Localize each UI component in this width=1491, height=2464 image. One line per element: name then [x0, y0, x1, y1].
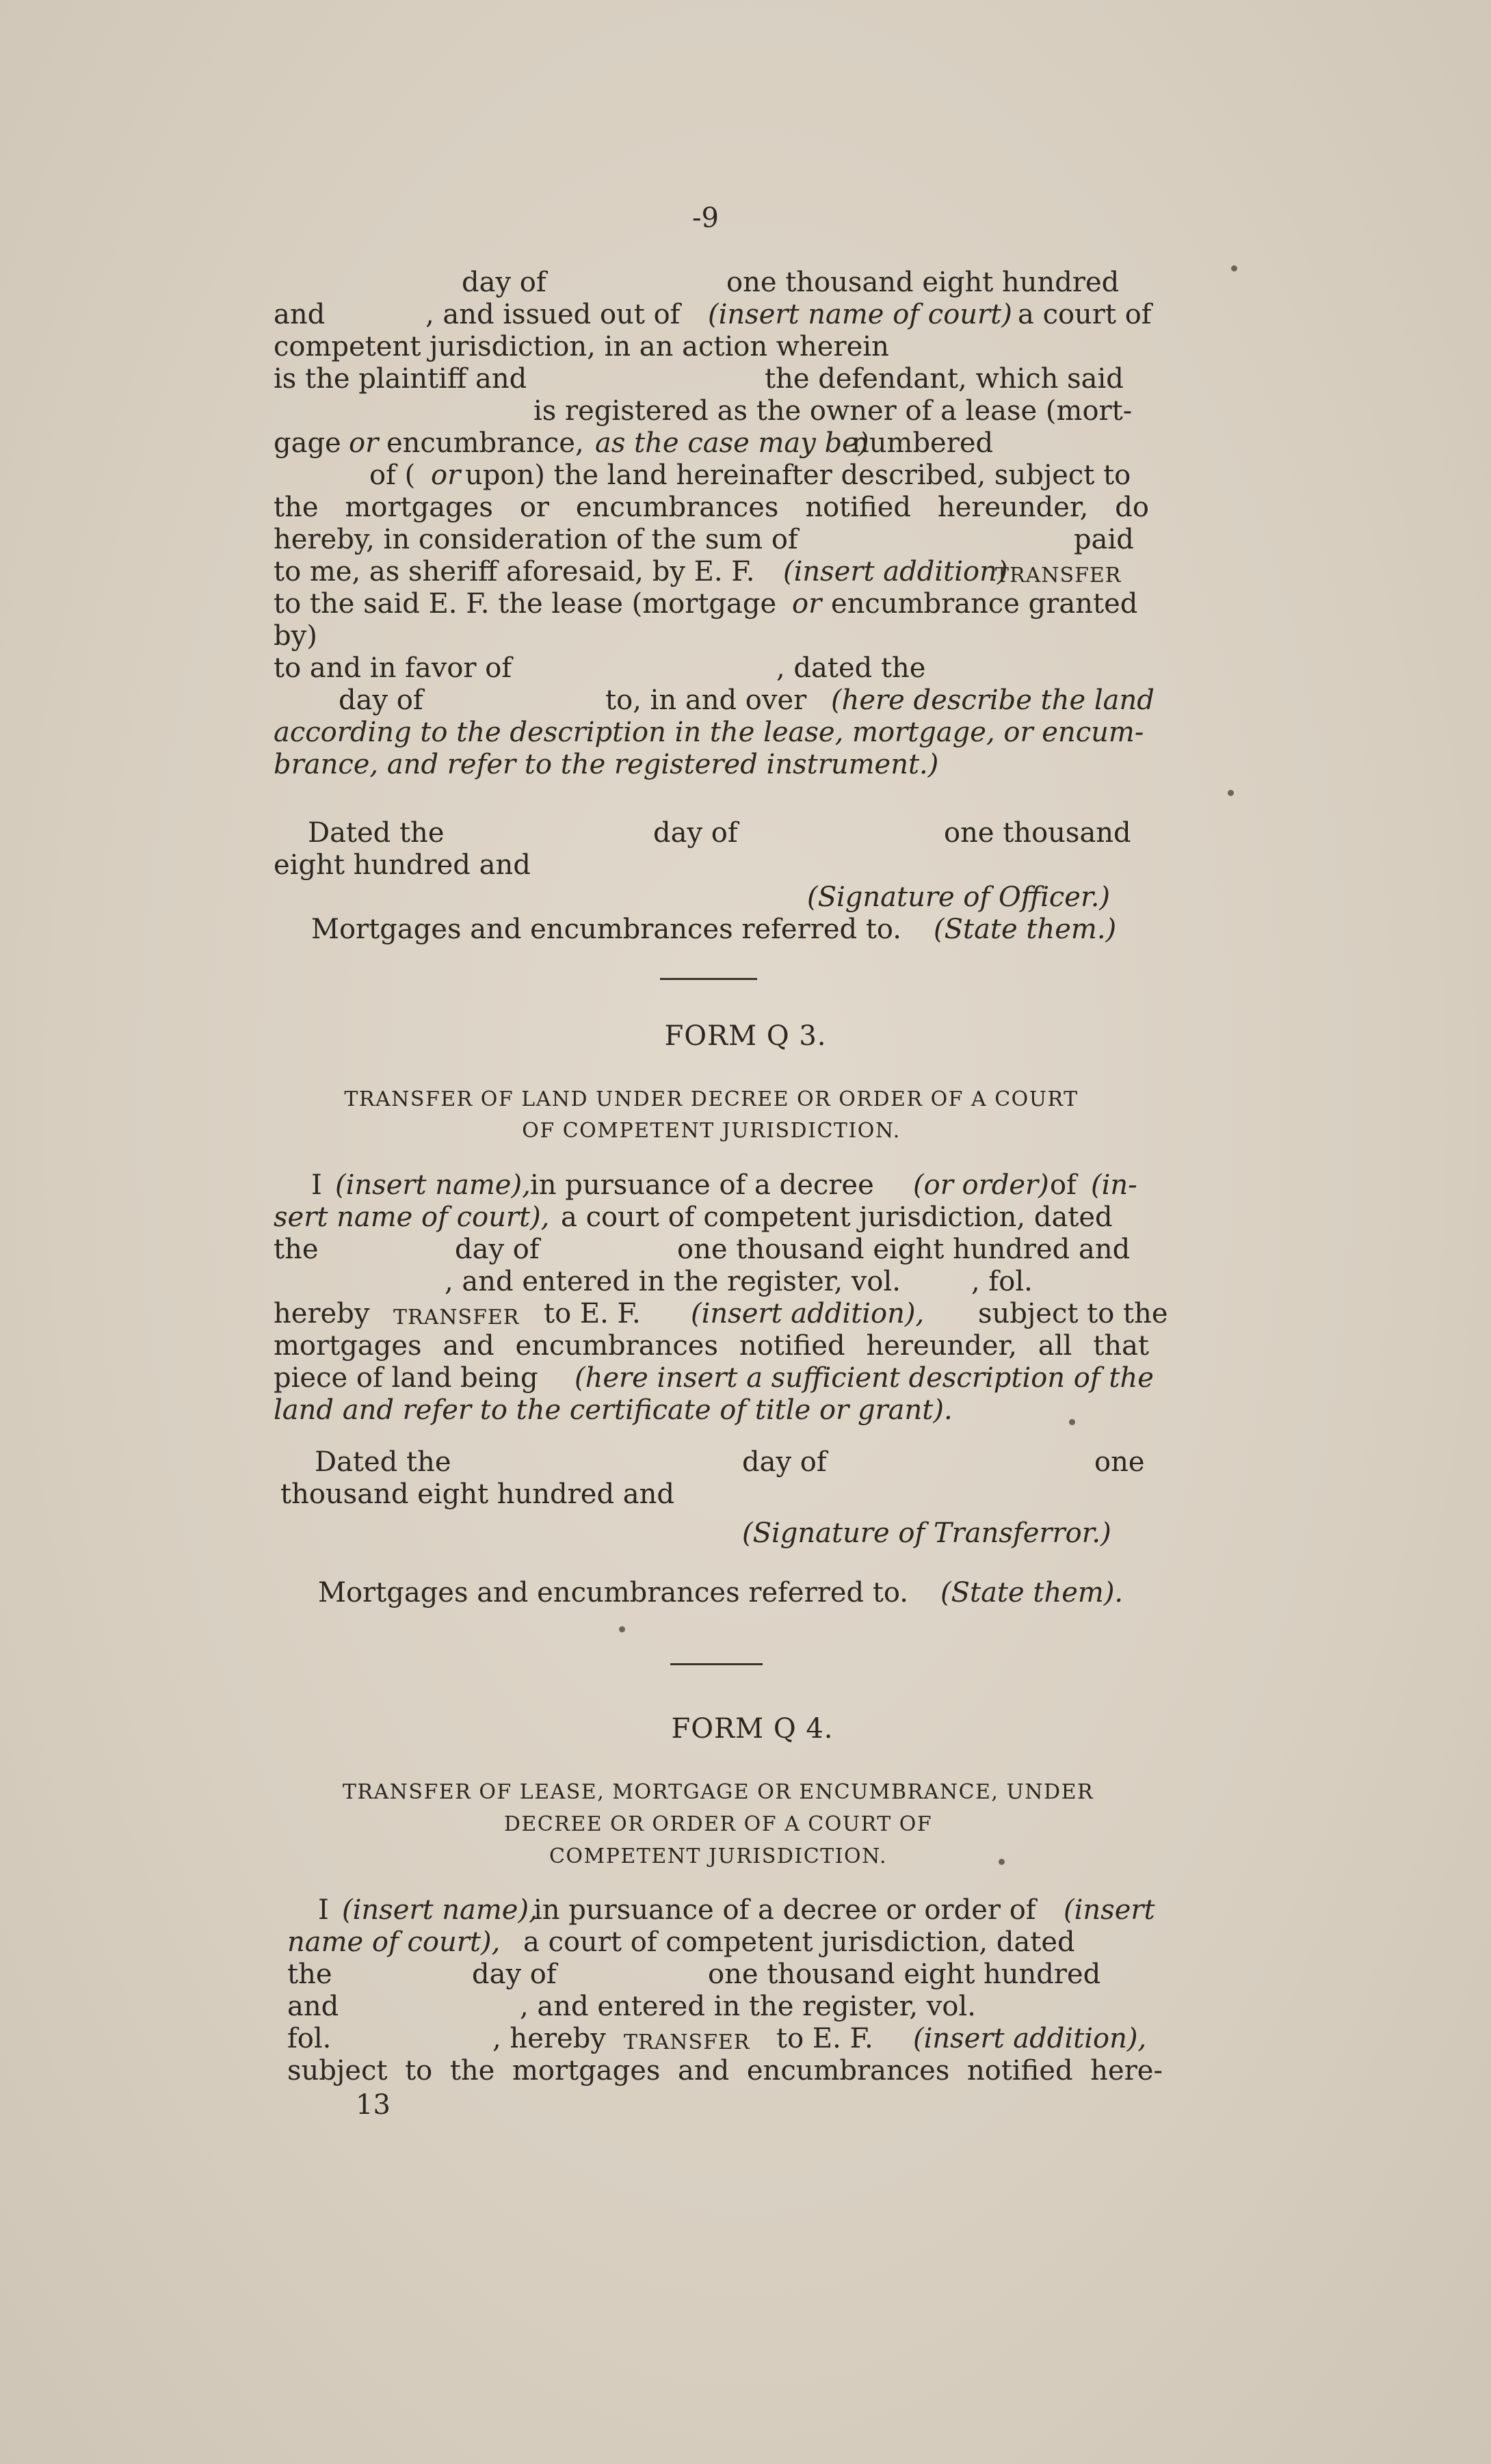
text-line: thousand eight hundred and — [280, 1479, 674, 1510]
paper-speck — [1069, 1419, 1075, 1425]
transfer-by-sheriff-text — [274, 267, 1154, 781]
text-line: Dated the day of one — [315, 1446, 1145, 1478]
text-line: land and refer to the certificate of title or grant). — [274, 1394, 953, 1426]
text-line: the mortgages or encumbrances notified hereunder, do — [274, 492, 1149, 523]
text-line: subject to the mortgages and encumbrances notified here- — [287, 2055, 1163, 2087]
paper-speck — [1231, 265, 1237, 271]
text-line: , and entered in the register, vol. , fol. — [445, 1266, 1033, 1297]
text-line: and , and issued out of (insert name of court) a court of — [274, 299, 1152, 330]
dated-clause-officer — [274, 817, 1149, 946]
text-line — [274, 882, 1149, 914]
form-q4-heading-line-3: COMPETENT JURISDICTION. — [549, 1844, 888, 1868]
text-line: to the said E. F. the lease (mortgage or encumbrance granted — [274, 588, 1138, 620]
text-line: to and in favor of , dated the — [274, 652, 926, 684]
text-line: according to the description in the lease, mortgage, or encum- — [274, 717, 1144, 748]
text-line: day of one thousand eight hundred — [462, 267, 1120, 298]
form-q4-heading-line-1: TRANSFER OF LEASE, MORTGAGE OR ENCUMBRANCE, UNDER — [342, 1780, 1094, 1804]
text-line: hereby, in consideration of the sum of paid — [274, 524, 1134, 555]
text-line: the day of one thousand eight hundred and — [274, 1234, 1131, 1265]
text-line: sert name of court), a court of competent jurisdiction, dated — [274, 1202, 1113, 1233]
paper-speck — [1228, 790, 1234, 796]
text-line: by) — [274, 620, 317, 652]
text-line: to me, as sheriff aforesaid, by E. F. (insert addition) TRANSFER — [274, 556, 1122, 587]
text-line: of ( or upon) the land hereinafter described, subject to — [369, 460, 1131, 491]
form-q3-title: FORM Q 3. — [664, 1020, 827, 1052]
text-line: is the plaintiff and the defendant, which said — [274, 363, 1124, 395]
text-line: eight hundred and — [274, 849, 531, 881]
text-line: Dated the day of one thousand — [308, 817, 1131, 849]
form-q3-body — [274, 1169, 1168, 1427]
text-line: name of court), a court of competent jurisdiction, dated — [287, 1926, 1075, 1958]
page-number-bottom: 13 — [356, 2089, 391, 2121]
text-line: I (insert name), in pursuance of a decree or order of (insert — [318, 1894, 1155, 1926]
text-line: hereby TRANSFER to E. F. (insert addition), subject to the — [274, 1298, 1168, 1329]
section-divider — [660, 978, 757, 980]
text-line: is registered as the owner of a lease (mort- — [533, 395, 1133, 427]
text-line: gage or encumbrance, as the case may be) numbered — [274, 427, 994, 459]
form-q4-heading-line-2: DECREE OR ORDER OF A COURT OF — [503, 1812, 933, 1836]
paper-speck — [999, 1859, 1005, 1865]
signature-label: (Signature of Officer.) — [807, 882, 1111, 913]
text-line: day of to, in and over (here describe the land — [339, 685, 1154, 716]
text-line: Mortgages and encumbrances referred to. (State them). — [318, 1577, 1124, 1608]
signature-label: (Signature of Transferror.) — [742, 1518, 1111, 1549]
form-q3-heading-line-1: TRANSFER OF LAND UNDER DECREE OR ORDER OF A COURT — [344, 1087, 1079, 1111]
text-line: Mortgages and encumbrances referred to. (State them.) — [311, 914, 1117, 945]
form-q4-body — [287, 1894, 1163, 2087]
paper-speck — [619, 1626, 625, 1632]
page-number-top: -9 — [692, 202, 719, 234]
section-divider — [670, 1663, 763, 1665]
text-line: brance, and refer to the registered instrument.) — [274, 749, 939, 780]
form-q3-dated-clause — [274, 1446, 1149, 1609]
text-line: and , and entered in the register, vol. — [287, 1991, 976, 2022]
text-line: competent jurisdiction, in an action wherein — [274, 331, 889, 362]
text-line — [274, 1518, 1149, 1550]
form-q3-heading-line-2: OF COMPETENT JURISDICTION. — [522, 1119, 901, 1143]
text-line: fol. , hereby TRANSFER to E. F. (insert addition), — [287, 2023, 1147, 2054]
text-line: mortgages and encumbrances notified hereunder, all that — [274, 1330, 1149, 1362]
text-line: the day of one thousand eight hundred — [287, 1959, 1101, 1990]
text-line: piece of land being (here insert a sufficient description of the — [274, 1362, 1154, 1394]
form-q4-title: FORM Q 4. — [671, 1713, 834, 1745]
text-line: I (insert name), in pursuance of a decree (or order) of (in- — [311, 1169, 1137, 1201]
